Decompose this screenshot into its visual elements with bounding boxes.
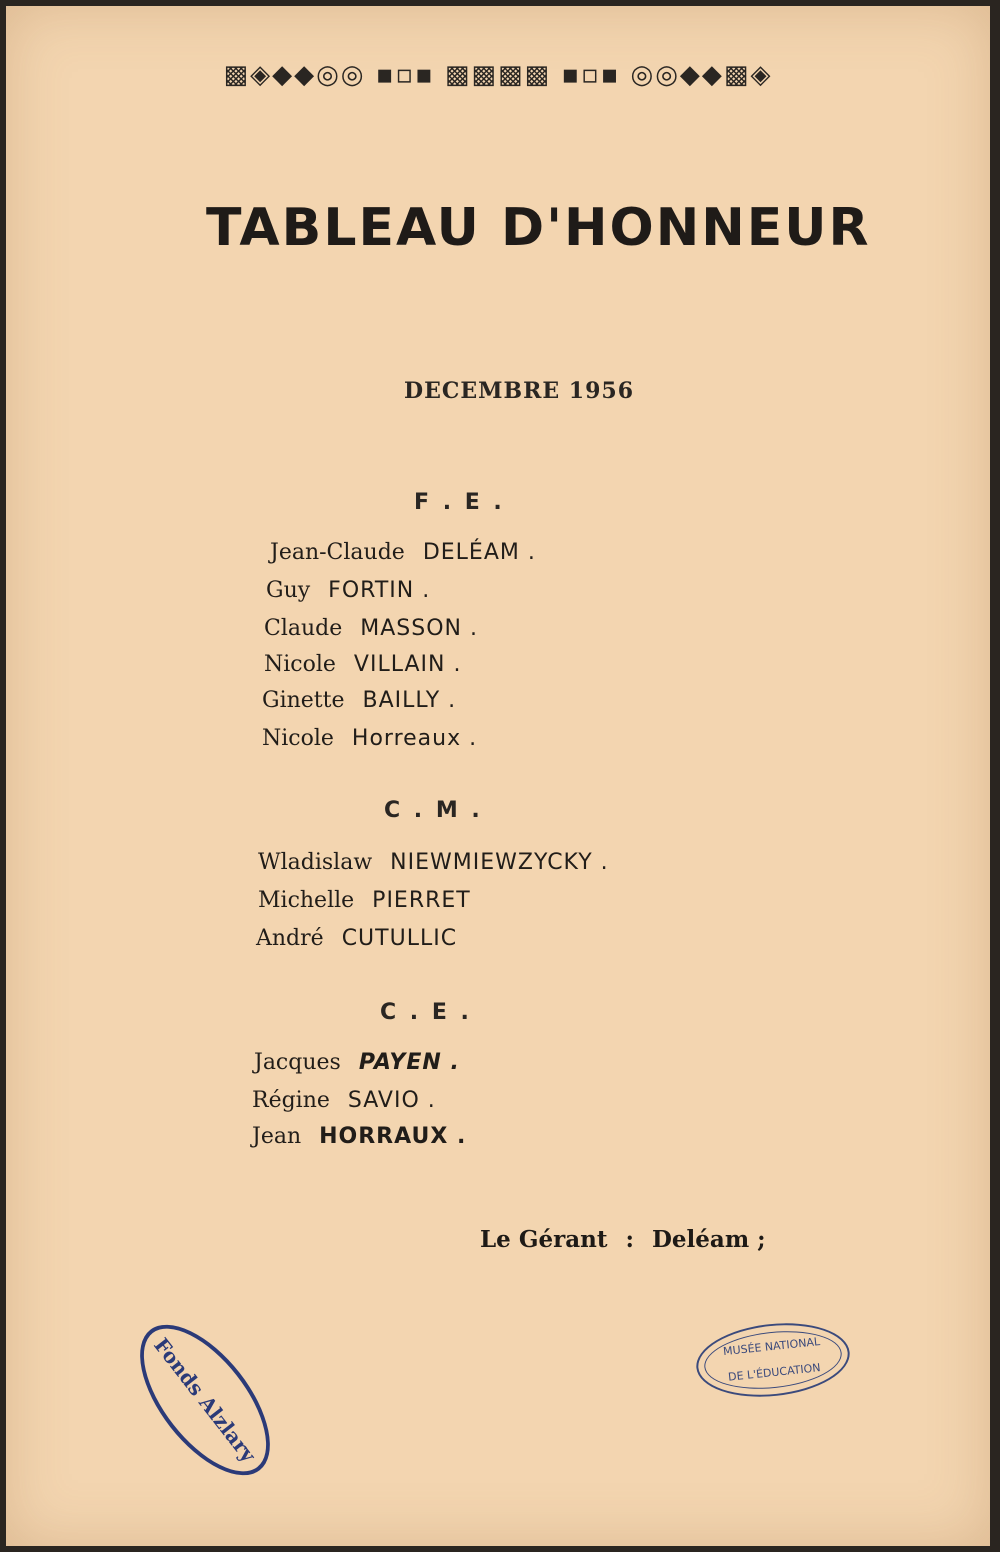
musee-stamp-bottom: DE L'ÉDUCATION [727,1361,822,1384]
ornament-border: ▩◈◆◆◎◎ ▪▫▪ ▩▩▩▩ ▪▫▪ ◎◎◆◆▩◈ [223,60,773,90]
last-name: HORRAUX . [319,1124,467,1149]
page-title: TABLEAU D'HONNEUR [206,198,871,258]
document-page [6,6,990,1546]
list-item [262,688,456,713]
manager-label: Le Gérant [480,1226,608,1253]
first-name: Michelle [258,888,355,913]
last-name: BAILLY . [362,688,457,713]
first-name: Jean-Claude [270,540,405,565]
first-name: Ginette [262,688,345,713]
last-name: SAVIO . [347,1088,436,1113]
first-name: Jean [252,1124,302,1149]
musee-stamp [693,1316,854,1404]
last-name: VILLAIN . [353,652,462,677]
manager-signature-line [480,1226,766,1253]
list-item [266,578,430,603]
list-item [262,726,477,751]
last-name: Horreaux . [351,726,478,751]
list-item [252,1088,436,1113]
last-name: NIEWMIEWZYCKY . [390,850,609,875]
last-name: FORTIN . [328,578,431,603]
manager-name: Deléam ; [651,1226,766,1253]
first-name: Guy [266,578,311,603]
list-item [258,850,609,875]
section-title-fe: F . E . [414,490,505,515]
first-name: Nicole [264,652,336,677]
list-item [258,888,471,913]
manager-separator: : [625,1226,634,1253]
first-name: André [256,926,324,951]
list-item [270,540,536,565]
first-name: Jacques [254,1050,341,1075]
first-name: Régine [252,1088,330,1113]
list-item [256,926,457,951]
section-title-cm: C . M . [384,798,483,823]
section-title-ce: C . E . [380,1000,472,1025]
last-name: DELÉAM . [422,540,536,565]
fonds-stamp [116,1303,295,1497]
first-name: Nicole [262,726,334,751]
first-name: Claude [264,616,343,641]
musee-stamp-top: MUSÉE NATIONAL [722,1335,821,1359]
last-name: MASSON . [360,616,478,641]
list-item [264,616,478,641]
last-name: PAYEN . [358,1050,460,1075]
last-name: CUTULLIC [341,926,458,951]
fonds-stamp-text: Fonds Alzlary [149,1333,261,1467]
list-item [252,1124,466,1149]
list-item [254,1050,460,1075]
first-name: Wladislaw [258,850,373,875]
list-item [264,652,461,677]
date-heading: DECEMBRE 1956 [404,378,635,404]
last-name: PIERRET [372,888,471,913]
